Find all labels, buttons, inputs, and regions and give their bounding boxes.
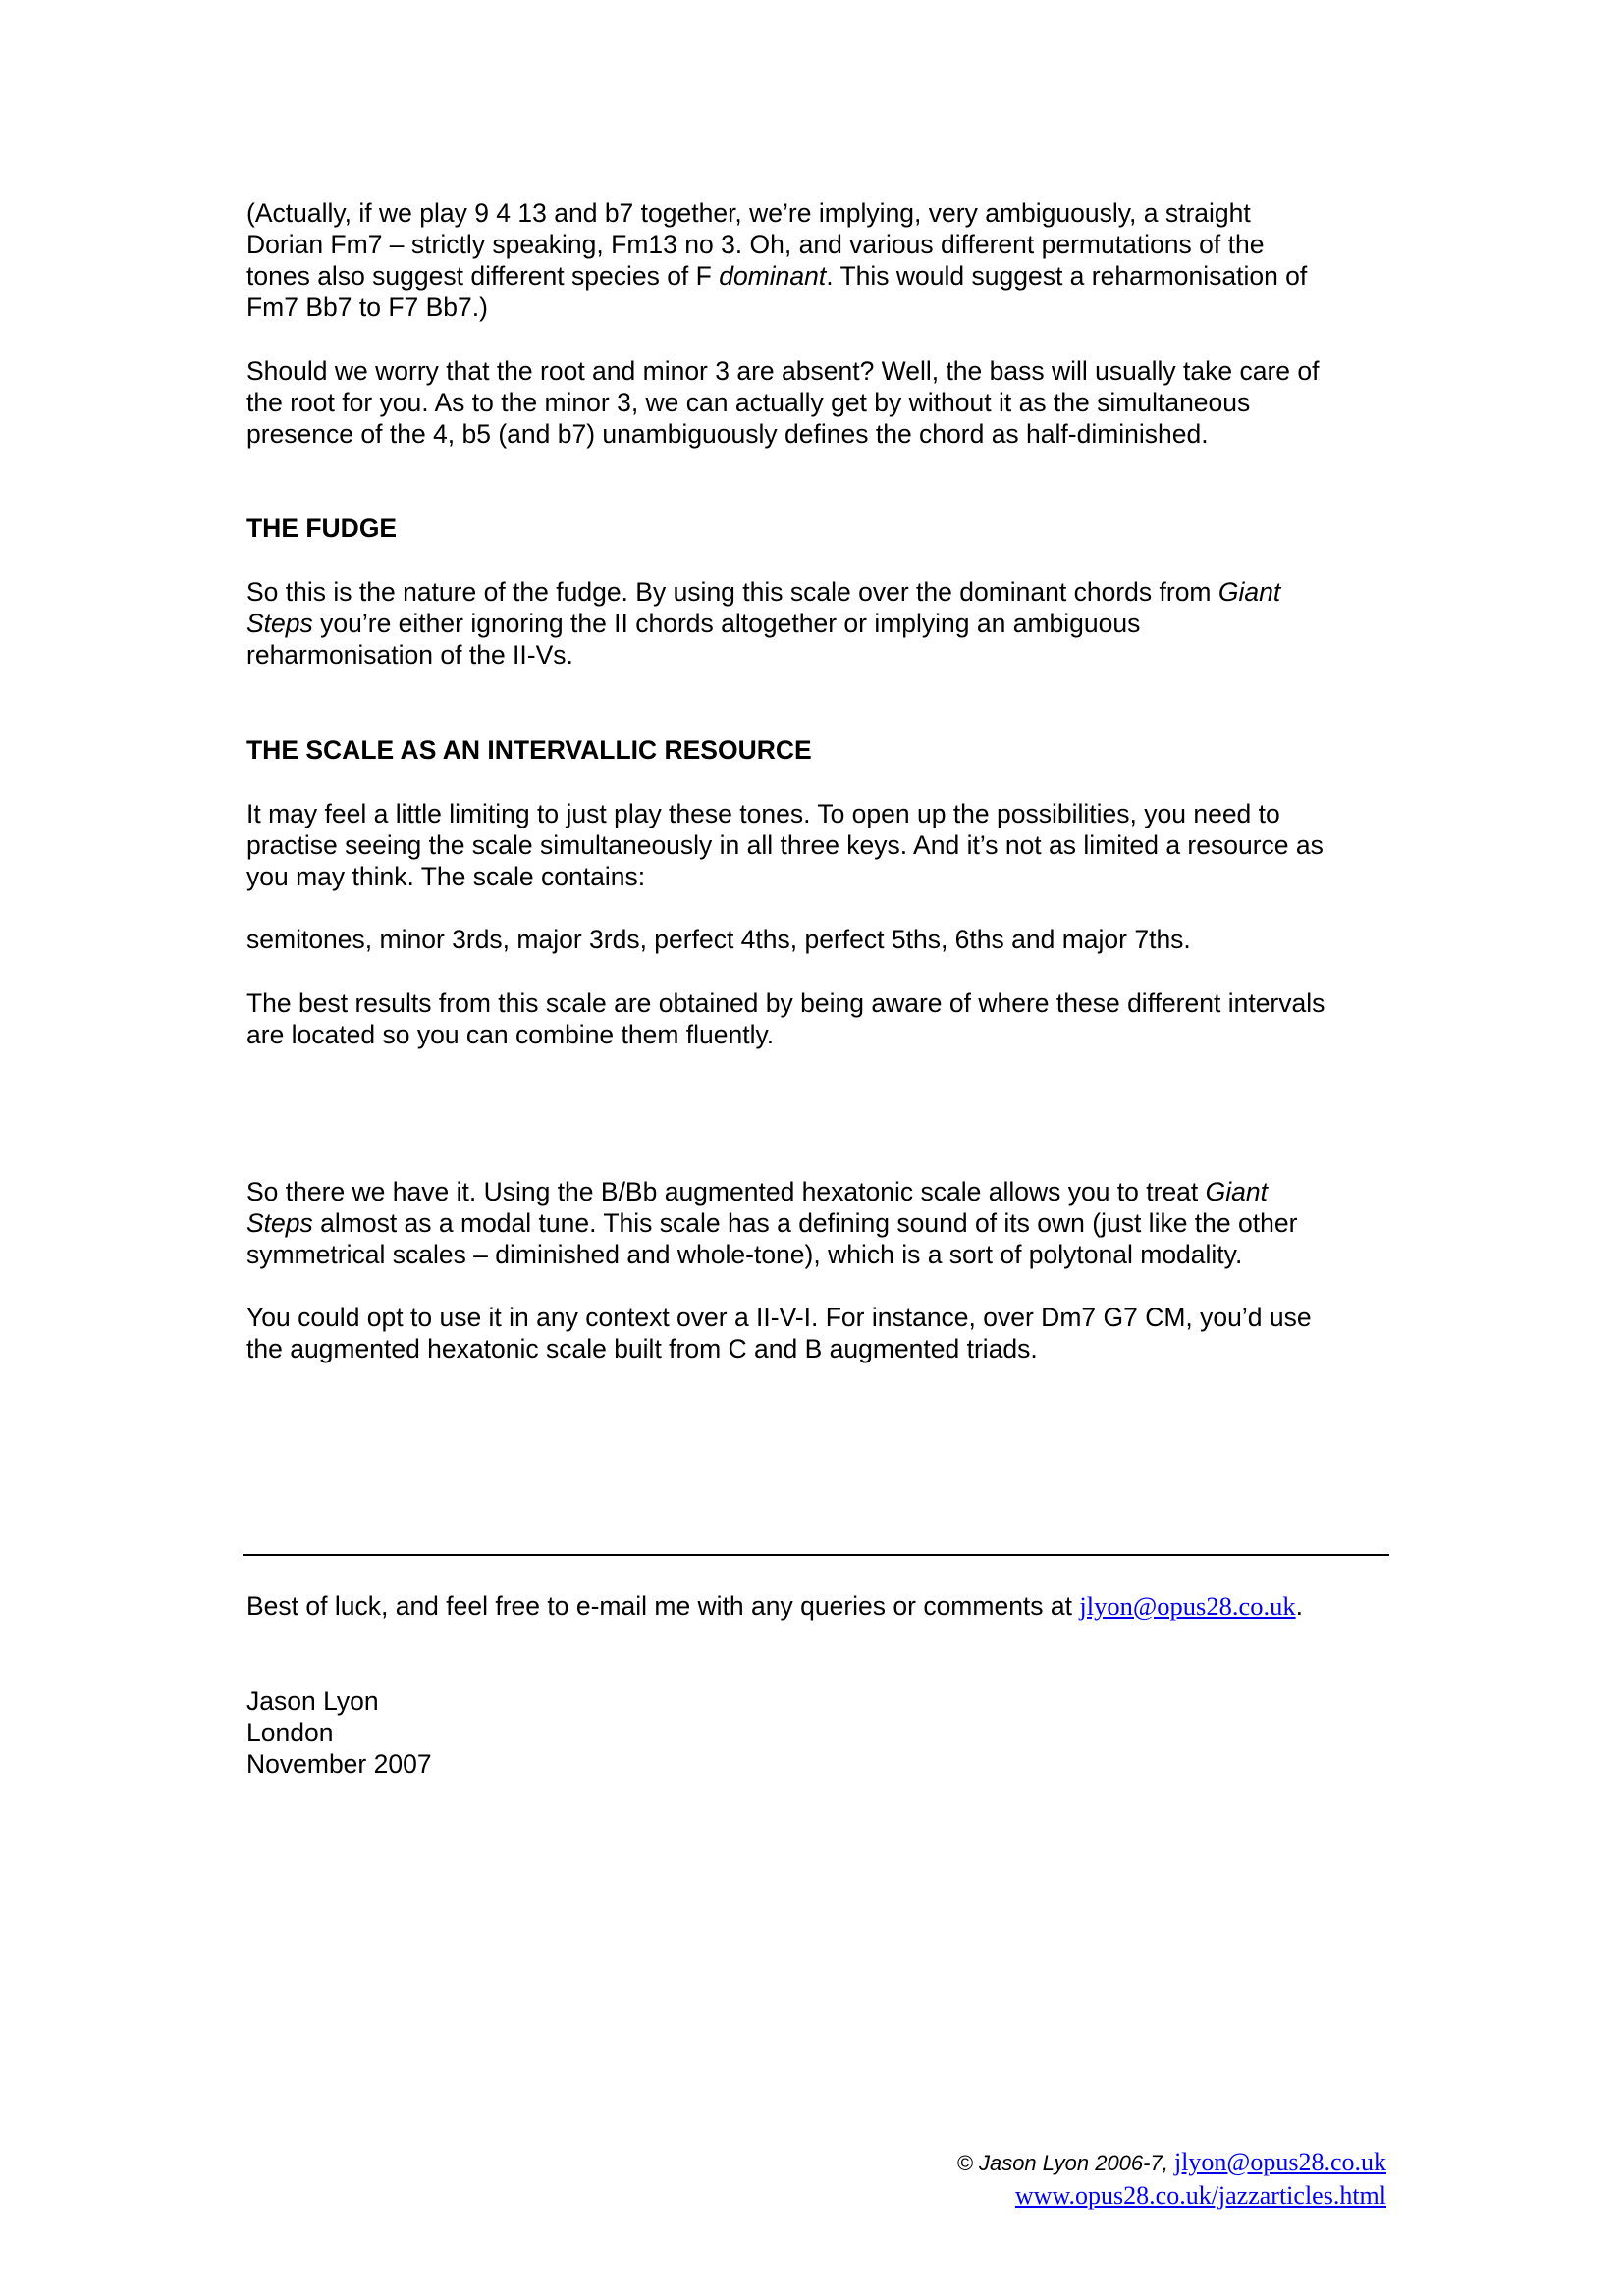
text-line [246,1590,1395,1622]
text-line [246,1207,1395,1239]
emphasis-steps: Steps [246,1208,313,1238]
paragraph-fudge [246,576,1395,670]
text-line [246,608,1395,639]
text-line: you may think. The scale contains: [246,862,646,891]
paragraph-root-minor3 [246,355,1395,450]
text-line: semitones, minor 3rds, major 3rds, perfect 4ths, perfect 5ths, 6ths and major 7ths. [246,925,1191,954]
text-line: practise seeing the scale simultaneously in all three keys. And it’s not as limited a resource as [246,830,1324,860]
text-line: reharmonisation of the II-Vs. [246,640,573,669]
text-line: (Actually, if we play 9 4 13 and b7 together, we’re implying, very ambiguously, a straight [246,198,1251,228]
text-span: almost as a modal tune. This scale has a defining sound of its own (just like the other [312,1208,1298,1238]
closing-period: . [1295,1591,1303,1621]
text-span: So this is the nature of the fudge. By using this scale over the dominant chords from [246,577,1218,607]
footer-line [957,2179,1386,2213]
emphasis-giant: Giant [1205,1177,1268,1206]
text-line [246,260,1395,292]
author-name: Jason Lyon [246,1686,379,1716]
footer-website-link[interactable]: www.opus28.co.uk/jazzarticles.html [1014,2181,1386,2210]
heading-intervallic-resource: THE SCALE AS AN INTERVALLIC RESOURCE [246,735,812,765]
text-line [246,1176,1395,1207]
text-line: symmetrical scales – diminished and whole-tone), which is a sort of polytonal modality. [246,1240,1243,1269]
page-footer [957,2146,1386,2213]
paragraph-there-we-have-it [246,1176,1395,1270]
text-line: The best results from this scale are obtained by being aware of where these different intervals [246,988,1325,1018]
text-line: Dorian Fm7 – strictly speaking, Fm13 no 3. Oh, and various different permutations of the [246,230,1265,259]
email-link[interactable]: jlyon@opus28.co.uk [1079,1591,1296,1621]
horizontal-divider [243,1554,1389,1556]
text-line: You could opt to use it in any context over a II-V-I. For instance, over Dm7 G7 CM, you’d use [246,1303,1312,1332]
text-line: It may feel a little limiting to just play these tones. To open up the possibilities, you need to [246,799,1280,828]
author-city: London [246,1718,334,1747]
paragraph-best-results [246,988,1395,1050]
emphasis-giant: Giant [1217,577,1281,607]
heading-the-fudge: THE FUDGE [246,513,398,543]
closing-text: Best of luck, and feel free to e-mail me with any queries or comments at [246,1591,1080,1621]
text-line: the root for you. As to the minor 3, we can actually get by without it as the simultaneous [246,388,1251,417]
text-line: Should we worry that the root and minor 3 are absent? Well, the bass will usually take care of [246,356,1320,386]
text-line: presence of the 4, b5 (and b7) unambiguously defines the chord as half-diminished. [246,419,1209,449]
closing-paragraph [246,1590,1395,1622]
signature-date: November 2007 [246,1749,432,1779]
text-line [246,576,1395,608]
text-span: tones also suggest different species of F [246,261,720,291]
emphasis-steps: Steps [246,609,313,638]
footer-email-link[interactable]: jlyon@opus28.co.uk [1173,2148,1386,2176]
text-span: you’re either ignoring the II chords altogether or implying an ambiguous [312,609,1141,638]
paragraph-actually [246,197,1395,323]
paragraph-intervals-list [246,924,1395,955]
text-line: Fm7 Bb7 to F7 Bb7.) [246,293,488,322]
footer-line [957,2146,1386,2179]
signature-block [246,1685,1395,1780]
emphasis-dominant: dominant [719,261,827,291]
paragraph-limiting [246,798,1395,892]
text-line: are located so you can combine them fluently. [246,1020,775,1049]
text-line: the augmented hexatonic scale built from C and B augmented triads. [246,1334,1038,1363]
paragraph-any-context [246,1302,1395,1364]
text-span: . This would suggest a reharmonisation of [826,261,1308,291]
footer-copyright: © Jason Lyon 2006-7, [956,2151,1174,2175]
text-span: So there we have it. Using the B/Bb augmented hexatonic scale allows you to treat [246,1177,1206,1206]
